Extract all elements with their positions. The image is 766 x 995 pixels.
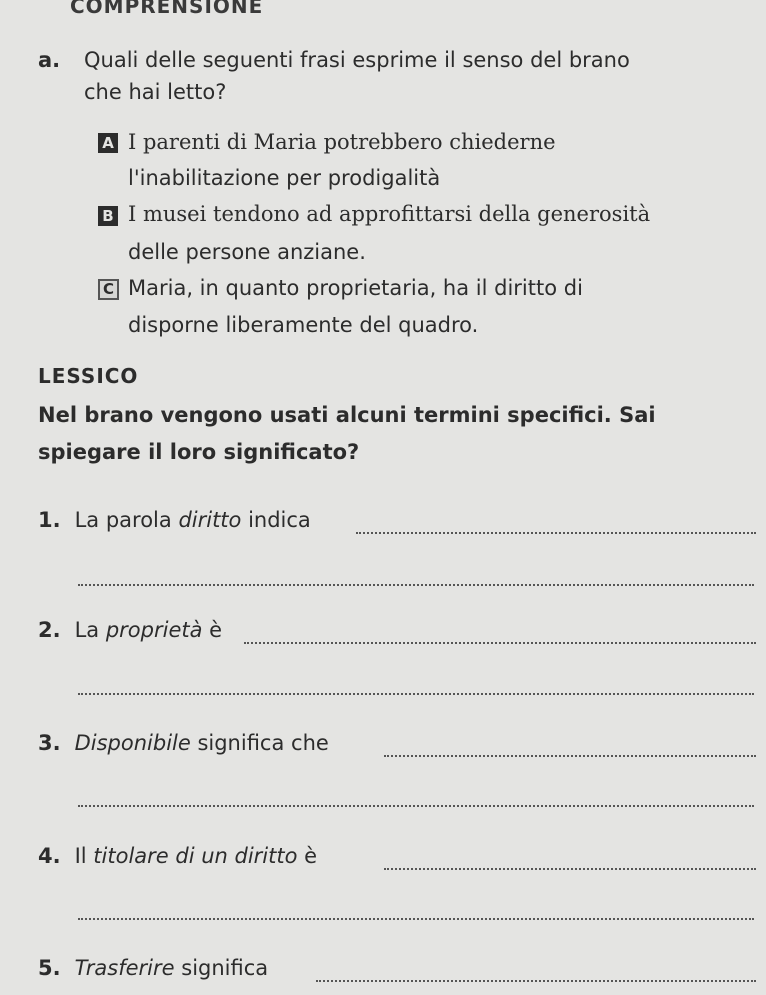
item-prefix: Il [74,844,94,868]
lessico-intro-line2: spiegare il loro significato? [38,440,360,464]
item-1 [38,510,311,531]
option-c-text-line1: Maria, in quanto proprietaria, ha il diritto di [128,276,583,300]
answer-line-1b[interactable] [78,584,754,586]
option-c-letter[interactable]: C [98,279,119,300]
item-number: 3. [38,731,61,755]
question-marker: a. [38,48,61,72]
item-term: proprietà [105,618,203,642]
item-suffix: significa che [190,731,329,755]
item-suffix: è [202,618,223,642]
question-text-line1: Quali delle seguenti frasi esprime il senso del brano [84,48,630,72]
item-suffix: è [297,844,318,868]
item-term: Disponibile [74,731,191,755]
item-term: diritto [178,508,242,532]
item-2 [38,620,222,641]
item-prefix: La parola [74,508,179,532]
answer-line-3a[interactable] [384,755,756,757]
item-number: 2. [38,618,61,642]
answer-line-1a[interactable] [356,532,756,534]
answer-line-2a[interactable] [244,642,756,644]
item-number: 4. [38,844,61,868]
answer-line-2b[interactable] [78,693,754,695]
option-b-letter[interactable]: B [98,206,118,226]
answer-line-4a[interactable] [384,868,756,870]
question-text-line2: che hai letto? [84,80,227,104]
lessico-title: LESSICO [38,364,139,388]
section-header: COMPRENSIONE [70,0,264,18]
item-3 [38,733,329,754]
item-term: Trasferire [74,956,175,980]
item-suffix: significa [174,956,269,980]
option-c-text-line2: disporne liberamente del quadro. [128,313,479,337]
item-4 [38,846,317,867]
option-a-letter[interactable]: A [98,133,118,153]
answer-line-3b[interactable] [78,805,754,807]
item-prefix: La [74,618,106,642]
answer-line-4b[interactable] [78,918,754,920]
option-a-text-line2: l'inabilitazione per prodigalità [128,166,441,190]
option-b-text-line1: I musei tendono ad approfittarsi della generosità [128,202,651,226]
item-5 [38,958,268,979]
item-number: 5. [38,956,61,980]
option-a-text-line1: I parenti di Maria potrebbero chiederne [128,130,556,154]
lessico-intro-line1: Nel brano vengono usati alcuni termini specifici. Sai [38,403,656,427]
item-number: 1. [38,508,61,532]
item-suffix: indica [241,508,311,532]
option-b-text-line2: delle persone anziane. [128,240,366,264]
answer-line-5a[interactable] [316,980,756,982]
item-term: titolare di un diritto [93,844,298,868]
